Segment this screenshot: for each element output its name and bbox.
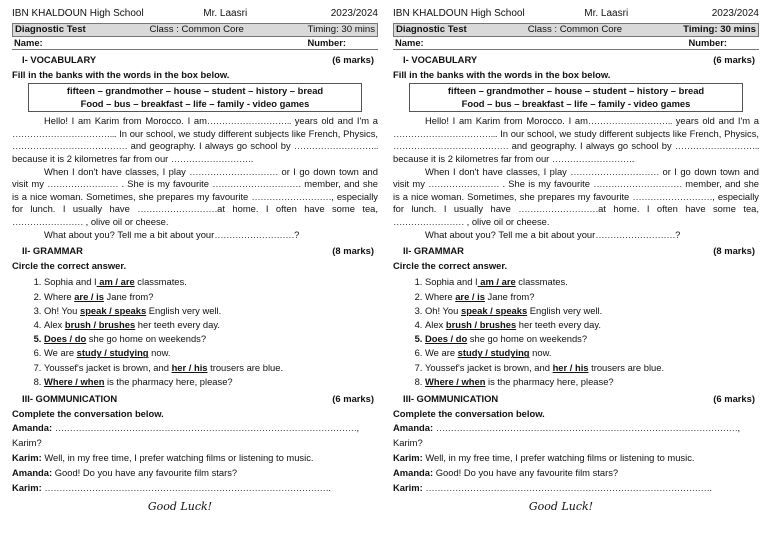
communication-instruction: Complete the conversation below. xyxy=(12,407,164,419)
timing-label: Timing: 30 mins xyxy=(683,24,756,35)
answer-choice[interactable]: am / are xyxy=(477,276,516,288)
header-row xyxy=(393,8,759,23)
teacher-name: Mr. Laasri xyxy=(203,8,248,19)
grammar-item: 7. Youssef's jacket is brown, and her / his trousers are blue. xyxy=(425,361,759,375)
exam-sheet-left xyxy=(12,8,378,514)
blank[interactable]: ……………………… xyxy=(632,190,713,202)
section-marks: (6 marks) xyxy=(713,54,755,65)
test-title: Diagnostic Test xyxy=(396,24,467,35)
grammar-list xyxy=(12,275,378,389)
section-title: II- GRAMMAR xyxy=(22,245,83,257)
answer-choice[interactable]: speak / speaks xyxy=(460,304,528,316)
answer-choice[interactable]: her / his xyxy=(552,361,589,373)
word-box xyxy=(409,83,743,112)
blank[interactable]: ……………………… xyxy=(170,152,251,164)
good-luck-footer: Good Luck! xyxy=(528,500,594,514)
answer-choice[interactable]: Where / when xyxy=(44,375,105,387)
blank[interactable]: ……………………… xyxy=(595,228,676,240)
name-field[interactable]: Name: xyxy=(14,37,43,48)
number-field[interactable]: Number: xyxy=(307,37,346,48)
grammar-item: 2. Where are / is Jane from? xyxy=(44,290,378,304)
blank[interactable]: ……………………… xyxy=(214,228,295,240)
blank[interactable]: …………………… xyxy=(12,215,83,227)
grammar-item: 7. Youssef's jacket is brown, and her / his trousers are blue. xyxy=(44,361,378,375)
answer-choice[interactable]: speak / speaks xyxy=(79,304,147,316)
word-box-line: Food – bus – breakfast – life – family - video games xyxy=(80,97,310,109)
vocabulary-instruction: Fill in the banks with the words in the box below. xyxy=(393,68,611,80)
teacher-name: Mr. Laasri xyxy=(584,8,629,19)
exam-sheet-right xyxy=(393,8,759,514)
blank[interactable]: ……………………….. xyxy=(674,140,759,152)
class-label: Class : Common Core xyxy=(149,24,244,35)
answer-choice[interactable]: brush / brushes xyxy=(64,318,136,330)
blank[interactable]: …………………… xyxy=(393,215,464,227)
blank[interactable]: ………………………… xyxy=(189,165,279,177)
grammar-item: 8. Where / when is the pharmacy here, please? xyxy=(425,375,759,389)
vocabulary-text: Hello! I am Karim from Morocco. I am……………………….. years old and I'm a ……………………………... In our school, we study different subjects like French, Physics, ………………………………… and geography. I always go school by ……………………….. because it is 2 kilometres far from our ………………………. When I don't have classes, I play ………………………… or I go down town and visit my …………………… . She is my favourite ………………………… member, and she is a nice woman. Sometimes, she prepares my favourite ………………………, especially for lunch. I usually have ………………………at home. I often have some tea, …………………… , olive oil or cheese. What about you? Tell me a bit about your………………………? xyxy=(12,115,379,240)
blank[interactable]: ………………………… xyxy=(570,165,660,177)
answer-choice[interactable]: Does / do xyxy=(425,333,468,345)
grammar-instruction: Circle the correct answer. xyxy=(12,259,127,271)
answer-choice[interactable]: Where / when xyxy=(425,375,486,387)
word-box-line: fifteen – grandmother – house – student – history – bread xyxy=(66,85,324,97)
answer-choice[interactable]: are / is xyxy=(74,290,104,302)
blank[interactable]: …………………… xyxy=(428,178,500,190)
grammar-item: 6. We are study / studying now. xyxy=(425,346,759,360)
grammar-heading xyxy=(393,245,759,258)
blank[interactable]: ………………………………… xyxy=(393,140,509,152)
blank[interactable]: ……………………… xyxy=(251,190,332,202)
number-field[interactable]: Number: xyxy=(688,37,727,48)
answer-choice[interactable]: study / studying xyxy=(457,347,530,359)
class-label: Class : Common Core xyxy=(527,24,623,35)
blank[interactable]: ……………………… xyxy=(518,203,599,215)
word-box xyxy=(28,83,362,112)
grammar-item: 8. Where / when is the pharmacy here, please? xyxy=(44,375,378,389)
grammar-item: 3. Oh! You speak / speaks English very well. xyxy=(425,304,759,318)
test-title: Diagnostic Test xyxy=(15,24,86,35)
section-marks: (6 marks) xyxy=(713,392,755,404)
blank[interactable]: ……………………….. xyxy=(587,115,672,127)
conversation: Amanda: …………………………………………………………………………………………, Karim? Karim: Well, in my free time, I prefer watching films or listening to music. Amanda: Good! Do you have any favourite film stars? Karim: ……………………………………………………………………………………. xyxy=(393,422,741,494)
grammar-heading xyxy=(12,245,378,258)
blank[interactable]: …………………………………………………………………………………… xyxy=(44,482,329,494)
word-box-line: fifteen – grandmother – house – student – history – bread xyxy=(447,85,705,97)
blank[interactable]: ……………………… xyxy=(137,203,218,215)
school-year: 2023/2024 xyxy=(711,8,759,19)
school-name: IBN KHALDOUN High School xyxy=(12,8,144,19)
answer-choice[interactable]: am / are xyxy=(96,276,135,288)
student-info-row xyxy=(12,37,378,50)
grammar-item: 3. Oh! You speak / speaks English very well. xyxy=(44,304,378,318)
vocabulary-text: Hello! I am Karim from Morocco. I am……………………….. years old and I'm a ……………………………... In our school, we study different subjects like French, Physics, ………………………………… and geography. I always go school by ……………………….. because it is 2 kilometres far from our ………………………. When I don't have classes, I play ………………………… or I go down town and visit my …………………… . She is my favourite ………………………… member, and she is a nice woman. Sometimes, she prepares my favourite ………………………, especially for lunch. I usually have ………………………at home. I often have some tea, …………………… , olive oil or cheese. What about you? Tell me a bit about your………………………? xyxy=(393,115,760,240)
grammar-item: 4. Alex brush / brushes her teeth every day. xyxy=(425,318,759,332)
conversation: Amanda: …………………………………………………………………………………………, Karim? Karim: Well, in my free time, I prefer watching films or listening to music. Amanda: Good! Do you have any favourite film stars? Karim: ……………………………………………………………………………………. xyxy=(12,422,360,494)
section-marks: (6 marks) xyxy=(332,392,374,404)
section-title: III- GOMMUNICATION xyxy=(403,392,499,404)
grammar-item: 1. Sophia and I am / are classmates. xyxy=(44,275,378,289)
section-marks: (8 marks) xyxy=(713,245,755,257)
timing-label: Timing: 30 mins xyxy=(307,24,375,35)
blank[interactable]: ……………………….. xyxy=(206,115,291,127)
section-title: I- VOCABULARY xyxy=(22,54,97,65)
student-info-row xyxy=(393,37,759,50)
answer-choice[interactable]: brush / brushes xyxy=(445,318,517,330)
grammar-item: 1. Sophia and I am / are classmates. xyxy=(425,275,759,289)
name-field[interactable]: Name: xyxy=(395,37,424,48)
blank[interactable]: …………………………….. xyxy=(12,127,114,139)
header-row xyxy=(12,8,378,23)
blank[interactable]: ……………………….. xyxy=(293,140,378,152)
answer-choice[interactable]: Does / do xyxy=(44,333,87,345)
section-marks: (8 marks) xyxy=(332,245,374,257)
blank[interactable]: ………………………… xyxy=(593,178,682,190)
blank[interactable]: ………………………………………………………………………………………… xyxy=(435,422,738,434)
grammar-item: 5. Does / do she go home on weekends? xyxy=(425,332,759,346)
word-box-line: Food – bus – breakfast – life – family - video games xyxy=(461,97,691,109)
blank[interactable]: ………………………………………………………………………………………… xyxy=(54,422,357,434)
section-title: III- GOMMUNICATION xyxy=(22,392,118,404)
school-name: IBN KHALDOUN High School xyxy=(393,8,525,19)
blank[interactable]: …………………… xyxy=(47,178,119,190)
test-info-bar xyxy=(393,23,759,37)
grammar-item: 5. Does / do she go home on weekends? xyxy=(44,332,378,346)
grammar-instruction: Circle the correct answer. xyxy=(393,259,508,271)
answer-choice[interactable]: are / is xyxy=(455,290,485,302)
grammar-item: 2. Where are / is Jane from? xyxy=(425,290,759,304)
good-luck-footer: Good Luck! xyxy=(147,500,213,514)
vocabulary-heading xyxy=(393,54,759,67)
grammar-list xyxy=(393,275,759,389)
school-year: 2023/2024 xyxy=(330,8,378,19)
communication-heading xyxy=(393,393,759,406)
section-marks: (6 marks) xyxy=(332,54,374,65)
blank[interactable]: ………………………………… xyxy=(12,140,128,152)
test-info-bar xyxy=(12,23,378,37)
grammar-item: 6. We are study / studying now. xyxy=(44,346,378,360)
blank[interactable]: ……………………… xyxy=(551,152,632,164)
grammar-item: 4. Alex brush / brushes her teeth every day. xyxy=(44,318,378,332)
section-title: I- VOCABULARY xyxy=(403,54,478,65)
blank[interactable]: …………………………………………………………………………………… xyxy=(425,482,710,494)
answer-choice[interactable]: her / his xyxy=(171,361,208,373)
communication-instruction: Complete the conversation below. xyxy=(393,407,545,419)
answer-choice[interactable]: study / studying xyxy=(76,347,149,359)
section-title: II- GRAMMAR xyxy=(403,245,464,257)
blank[interactable]: …………………………….. xyxy=(393,127,495,139)
blank[interactable]: ………………………… xyxy=(212,178,301,190)
communication-heading xyxy=(12,393,378,406)
vocabulary-instruction: Fill in the banks with the words in the box below. xyxy=(12,68,230,80)
vocabulary-heading xyxy=(12,54,378,67)
